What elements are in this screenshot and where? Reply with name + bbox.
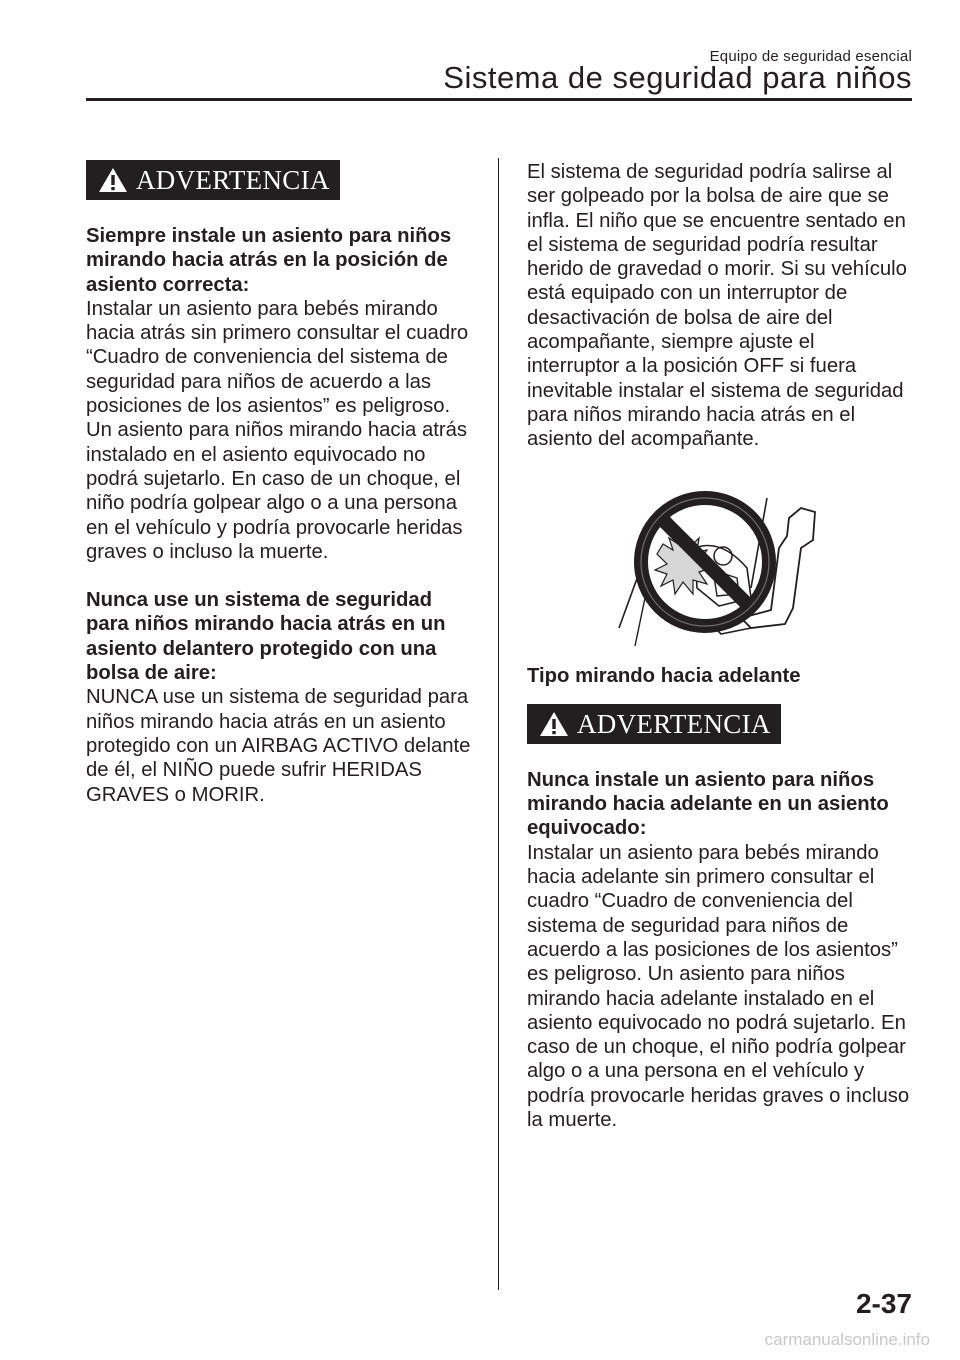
warning-label: ADVERTENCIA — [136, 164, 330, 195]
page-number: 2-37 — [855, 1288, 912, 1319]
warning-badge — [527, 704, 781, 744]
watermark: carmanualsonline.info — [764, 1330, 930, 1349]
warning-triangle-icon — [539, 711, 569, 737]
continued-body: El sistema de seguridad podría salirse al ser golpeado por la bolsa de aire que se infla. El niño que se encuentre sentado en el sistema de seguridad podría resultar herido de gravedad o morir. Si su vehículo está equipado con un interruptor de desactivación de bolsa de aire del acompañante, siempre ajuste el interruptor a la posición OFF si fuera inevitable instalar el sistema de seguridad para niños mirando hacia atrás en el asiento del acompañante. — [527, 161, 907, 451]
warning-triangle-icon — [98, 167, 128, 193]
warning-heading: Nunca use un sistema de seguridad para niños mirando hacia atrás en un asiento delantero protegido con una bolsa de aire: — [86, 589, 446, 685]
right-column — [527, 160, 912, 1132]
section-label: Equipo de seguridad esencial — [709, 48, 912, 65]
section-subheading: Tipo mirando hacia adelante — [527, 664, 801, 687]
warning-body: Instalar un asiento para bebés mirando hacia adelante sin primero consultar el cuadro “Cuadro de conveniencia del sistema de seguridad para niños de acuerdo a las posiciones de los asientos” es peligroso. Un asiento para niños mirando hacia adelante instalado en el asiento equivocado no podrá sujetarlo. En caso de un choque, el niño podría golpear algo o a una persona en el vehículo y podría provocarle heridas graves o incluso la muerte. — [527, 841, 910, 1132]
warning-heading: Siempre instale un asiento para niños mirando hacia atrás en la posición de asiento correcta: — [86, 225, 452, 296]
column-divider — [498, 158, 499, 1290]
left-column — [86, 160, 471, 807]
prohibited-rear-facing-seat-icon — [601, 478, 841, 648]
header-rule — [86, 98, 912, 101]
warning-body: NUNCA use un sistema de seguridad para niños mirando hacia atrás en un asiento protegido con un AIRBAG ACTIVO delante de él, el NIÑO puede sufrir HERIDAS GRAVES o MORIR. — [86, 686, 471, 806]
page-title: Sistema de seguridad para niños — [443, 60, 912, 95]
warning-body: Instalar un asiento para bebés mirando hacia atrás sin primero consultar el cuadro “Cuadro de conveniencia del sistema de seguridad para niños de acuerdo a las posiciones de los asientos” es peligroso. Un asiento para niños mirando hacia atrás instalado en el asiento equivocado no podrá sujetarlo. En caso de un choque, el niño podría golpear algo o a una persona en el vehículo y podría provocarle heridas graves o incluso la muerte. — [86, 297, 469, 563]
prohibited-illustration — [601, 478, 841, 648]
warning-label: ADVERTENCIA — [577, 708, 771, 739]
warning-heading: Nunca instale un asiento para niños mirando hacia adelante en un asiento equivocado: — [527, 768, 889, 840]
warning-badge — [86, 160, 340, 200]
